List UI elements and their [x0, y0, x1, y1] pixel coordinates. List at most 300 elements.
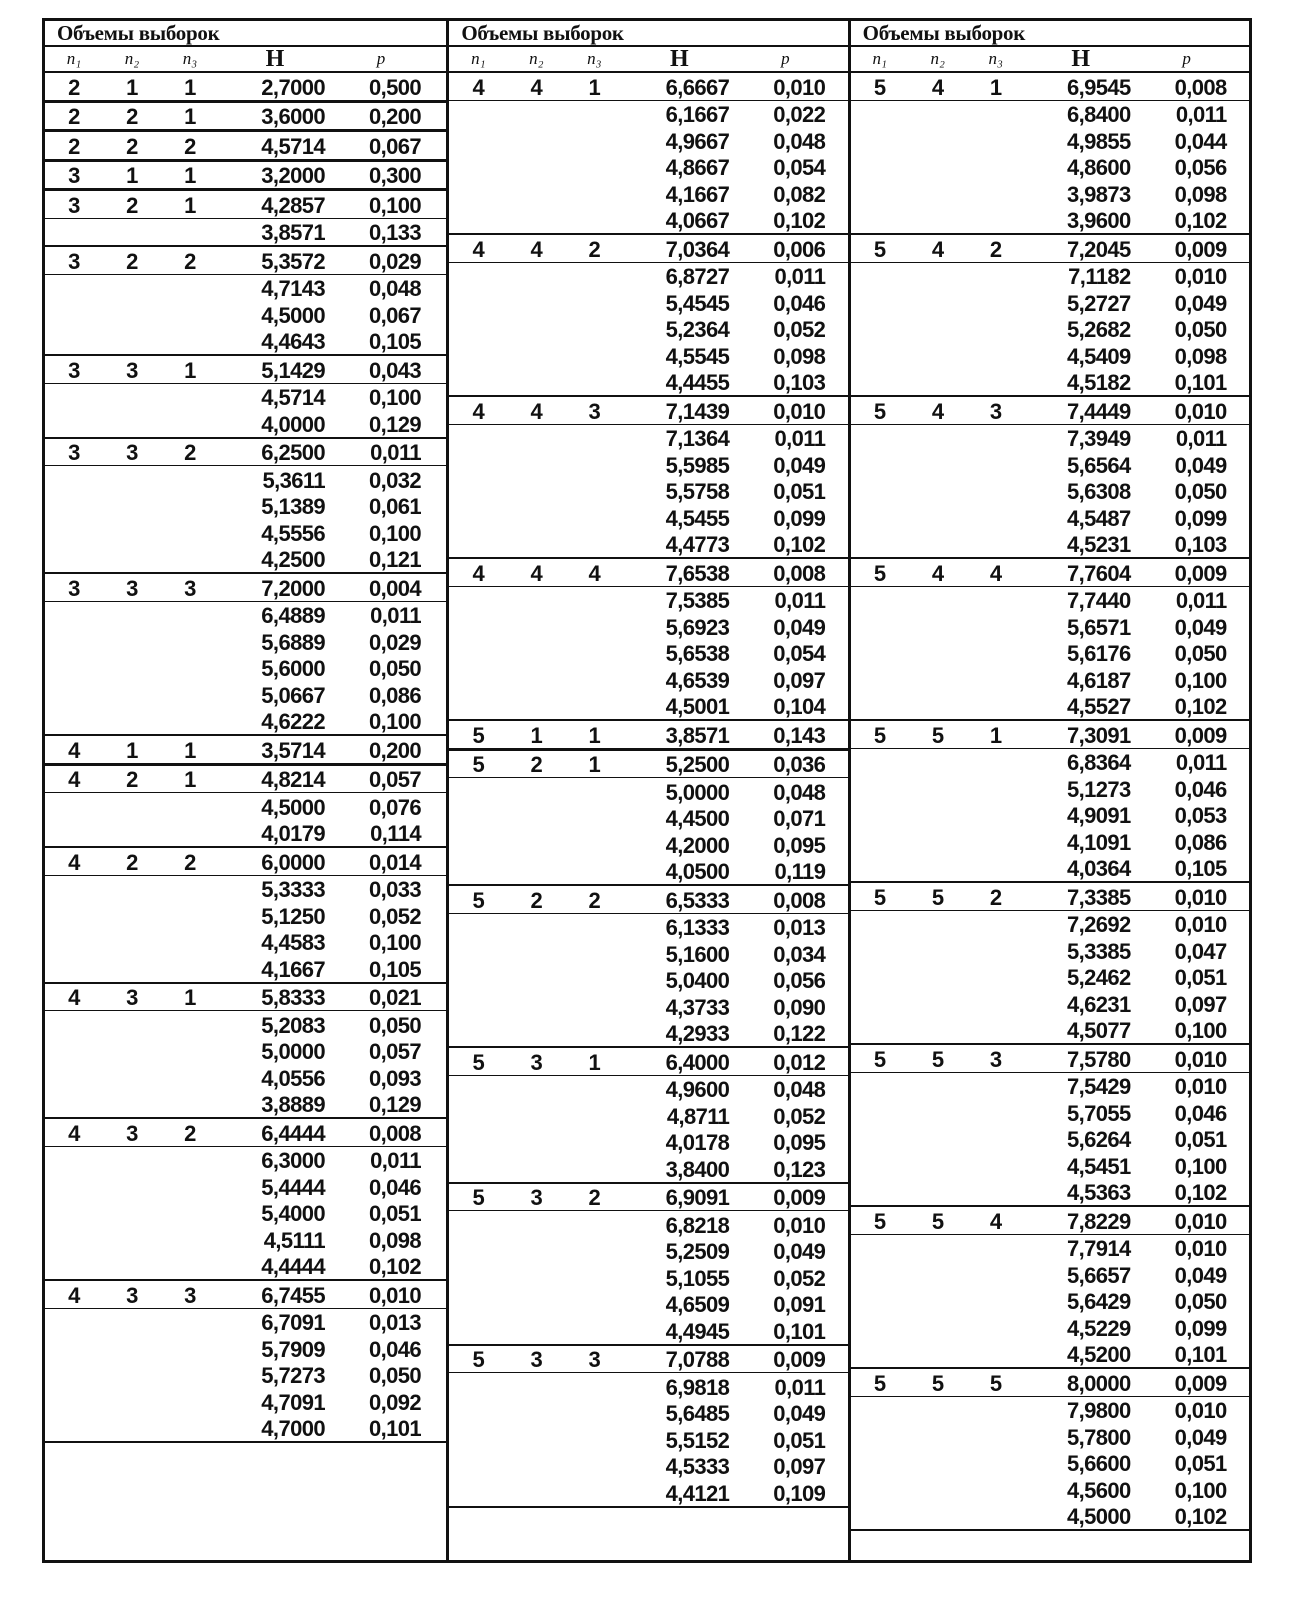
cell-H: 7,1364 — [665, 426, 730, 451]
table-row — [851, 802, 1249, 829]
cell-H: 4,2933 — [665, 1021, 730, 1046]
cell-H: 5,0000 — [665, 779, 730, 805]
table-row — [851, 1314, 1249, 1341]
cell-p: 0,086 — [368, 682, 421, 708]
table-row — [851, 342, 1249, 369]
sample-size-group — [851, 235, 1249, 397]
sample-size-group — [449, 721, 847, 751]
cell-H: 5,5758 — [665, 479, 730, 504]
table-row — [449, 1129, 847, 1156]
cell-n1: 4 — [68, 1120, 80, 1146]
cell-n1: 5 — [873, 560, 886, 586]
cell-H: 5,6176 — [1066, 641, 1131, 666]
cell-H: 5,6889 — [261, 629, 325, 655]
cell-H: 4,5333 — [665, 1454, 730, 1479]
sample-size-group — [45, 1119, 446, 1281]
table-row — [45, 848, 446, 876]
cell-H: 4,5229 — [1066, 1315, 1131, 1341]
sample-size-group — [449, 73, 847, 235]
table-row — [45, 766, 446, 794]
cell-n3: 4 — [989, 1208, 1002, 1234]
cell-H: 4,3733 — [665, 994, 730, 1020]
cell-p: 0,022 — [773, 102, 826, 127]
cell-p: 0,076 — [368, 794, 421, 820]
cell-p: 0,052 — [773, 1103, 826, 1129]
table-row — [851, 1152, 1249, 1179]
cell-p: 0,008 — [773, 887, 826, 913]
cell-p: 0,011 — [774, 426, 826, 451]
cell-H: 6,9818 — [665, 1374, 730, 1400]
sample-size-group — [45, 766, 446, 849]
cell-n3: 5 — [989, 1370, 1002, 1396]
cell-p: 0,103 — [773, 370, 826, 395]
cell-H: 5,1600 — [665, 941, 730, 967]
cell-p: 0,049 — [1174, 1262, 1227, 1288]
table-column-1 — [45, 21, 446, 1560]
cell-H: 7,5429 — [1066, 1074, 1131, 1099]
cell-H: 5,1273 — [1066, 776, 1131, 802]
sample-size-group — [45, 1281, 446, 1443]
sample-size-group — [45, 103, 446, 133]
cell-p: 0,102 — [1174, 694, 1227, 719]
cell-H: 7,2692 — [1066, 912, 1131, 937]
header-n1: n₁ — [66, 49, 82, 68]
cell-n1: 5 — [873, 236, 886, 262]
table-row — [851, 1341, 1249, 1368]
sample-size-group — [45, 984, 446, 1120]
cell-n1: 4 — [68, 1282, 80, 1308]
table-row — [45, 384, 446, 411]
cell-n2: 2 — [126, 248, 138, 274]
cell-n3: 2 — [588, 1185, 601, 1210]
cell-p: 0,098 — [368, 1227, 421, 1253]
cell-p: 0,119 — [774, 859, 826, 884]
cell-H: 4,8214 — [261, 767, 325, 792]
cell-H: 4,6539 — [665, 667, 730, 693]
table-row — [851, 451, 1249, 478]
cell-p: 0,097 — [773, 667, 826, 693]
cell-n1: 5 — [472, 1185, 485, 1210]
table-row — [851, 937, 1249, 964]
cell-p: 0,200 — [368, 737, 421, 763]
table-row — [851, 640, 1249, 667]
cell-H: 7,2045 — [1066, 236, 1131, 262]
cell-n3: 1 — [184, 767, 196, 792]
cell-H: 4,5231 — [1066, 532, 1131, 557]
cell-p: 0,046 — [1174, 776, 1227, 802]
cell-H: 6,1667 — [665, 102, 730, 127]
header-n2: n₂ — [124, 49, 140, 68]
cell-p: 0,101 — [1174, 370, 1227, 395]
table-row — [851, 289, 1249, 316]
cell-H: 5,6600 — [1066, 1451, 1131, 1476]
sample-size-group — [45, 132, 446, 162]
cell-p: 0,046 — [368, 1174, 421, 1200]
table-row — [449, 316, 847, 343]
cell-H: 5,2727 — [1066, 290, 1131, 316]
cell-p: 0,054 — [773, 155, 826, 180]
table-row — [45, 876, 446, 903]
cell-n2: 3 — [126, 575, 138, 601]
cell-H: 5,6264 — [1066, 1127, 1131, 1152]
cell-n3: 1 — [184, 192, 196, 218]
cell-H: 5,6564 — [1066, 452, 1131, 478]
column-body — [45, 73, 446, 1443]
cell-H: 5,6429 — [1066, 1289, 1131, 1314]
cell-H: 7,4449 — [1066, 398, 1131, 424]
cell-n1: 4 — [472, 398, 485, 424]
cell-H: 3,9600 — [1066, 208, 1131, 233]
table-row — [851, 775, 1249, 802]
cell-H: 6,4000 — [665, 1049, 730, 1075]
cell-p: 0,010 — [773, 1212, 826, 1238]
cell-H: 5,2682 — [1066, 317, 1131, 342]
cell-H: 4,5487 — [1066, 505, 1131, 531]
cell-H: 5,1429 — [261, 357, 325, 383]
cell-n1: 4 — [68, 737, 80, 763]
table-row — [449, 289, 847, 316]
sample-size-group — [449, 1048, 847, 1184]
table-row — [45, 410, 446, 437]
table-row — [45, 1200, 446, 1227]
column-header-row — [449, 45, 847, 73]
cell-H: 7,5385 — [665, 588, 730, 613]
cell-p: 0,008 — [773, 560, 826, 586]
cell-H: 4,5527 — [1066, 694, 1131, 719]
cell-p: 0,010 — [1174, 1236, 1227, 1261]
cell-p: 0,010 — [368, 1282, 421, 1308]
table-row — [851, 1179, 1249, 1206]
cell-p: 0,010 — [773, 398, 826, 424]
cell-n2: 1 — [126, 74, 138, 100]
table-row — [449, 778, 847, 805]
cell-H: 5,3611 — [262, 467, 325, 493]
table-row — [45, 73, 446, 101]
table-row — [449, 993, 847, 1020]
cell-n2: 3 — [126, 1282, 138, 1308]
cell-H: 5,0667 — [261, 682, 325, 708]
table-row — [851, 964, 1249, 991]
cell-p: 0,050 — [368, 1012, 421, 1038]
cell-n3: 3 — [588, 398, 601, 424]
cell-H: 3,8571 — [665, 722, 730, 748]
cell-H: 5,2462 — [1066, 965, 1131, 990]
cell-n3: 1 — [588, 722, 601, 748]
cell-H: 7,9800 — [1066, 1398, 1131, 1423]
cell-H: 4,0000 — [261, 411, 325, 437]
table-row — [449, 967, 847, 994]
cell-p: 0,092 — [368, 1389, 421, 1415]
table-row — [45, 628, 446, 655]
cell-n2: 5 — [931, 884, 944, 910]
cell-p: 0,032 — [368, 467, 421, 493]
table-row — [851, 855, 1249, 882]
header-H: H — [265, 46, 285, 72]
table-row — [449, 342, 847, 369]
cell-p: 0,098 — [1174, 343, 1227, 369]
cell-H: 7,0788 — [665, 1347, 730, 1372]
cell-p: 0,100 — [368, 930, 421, 955]
cell-p: 0,061 — [368, 494, 421, 519]
table-row — [851, 1423, 1249, 1450]
table-row — [449, 1317, 847, 1344]
cell-H: 3,9873 — [1066, 181, 1131, 207]
column-body — [449, 73, 847, 1508]
cell-H: 5,8333 — [261, 985, 325, 1010]
cell-p: 0,103 — [1174, 532, 1227, 557]
cell-p: 0,010 — [1174, 884, 1227, 910]
cell-H: 7,1182 — [1068, 264, 1131, 289]
table-row — [449, 369, 847, 396]
cell-H: 6,4444 — [261, 1120, 325, 1146]
cell-p: 0,095 — [773, 832, 826, 858]
sample-size-group — [45, 574, 446, 736]
cell-p: 0,050 — [368, 656, 421, 681]
table-row — [449, 1184, 847, 1212]
table-column-2 — [446, 21, 847, 1560]
cell-p: 0,048 — [773, 1077, 826, 1102]
cell-n3: 4 — [989, 560, 1002, 586]
cell-H: 5,2364 — [665, 317, 730, 342]
cell-H: 5,6308 — [1066, 479, 1131, 504]
cell-p: 0,049 — [773, 1239, 826, 1264]
table-row — [449, 613, 847, 640]
kruskal-wallis-table — [42, 18, 1252, 1563]
cell-n2: 1 — [126, 163, 138, 188]
cell-H: 5,0400 — [665, 968, 730, 993]
cell-H: 5,5985 — [665, 452, 730, 478]
cell-p: 0,050 — [1174, 641, 1227, 666]
cell-H: 4,9667 — [665, 128, 730, 154]
cell-n3: 1 — [184, 104, 196, 129]
table-row — [851, 1397, 1249, 1424]
cell-n3: 1 — [989, 74, 1002, 100]
cell-n3: 3 — [184, 575, 196, 601]
sample-size-group — [851, 1369, 1249, 1531]
table-row — [449, 1426, 847, 1453]
cell-H: 4,5545 — [665, 343, 730, 369]
cell-n3: 1 — [184, 357, 196, 383]
cell-n2: 4 — [931, 236, 944, 262]
cell-H: 6,5333 — [665, 887, 730, 913]
cell-p: 0,067 — [368, 302, 421, 328]
sample-size-group — [45, 736, 446, 766]
table-row — [449, 397, 847, 425]
table-row — [45, 1281, 446, 1309]
cell-n1: 3 — [68, 192, 80, 218]
cell-n1: 2 — [68, 104, 80, 129]
table-row — [45, 1038, 446, 1065]
cell-H: 7,0364 — [665, 236, 730, 262]
table-row — [851, 1099, 1249, 1126]
cell-H: 6,7091 — [261, 1310, 325, 1335]
table-row — [851, 1207, 1249, 1235]
cell-p: 0,105 — [1174, 856, 1227, 881]
table-row — [851, 207, 1249, 234]
table-row — [851, 1503, 1249, 1530]
table-row — [851, 990, 1249, 1017]
cell-H: 4,5000 — [261, 302, 325, 328]
cell-H: 4,5111 — [263, 1227, 325, 1253]
cell-n3: 1 — [989, 722, 1002, 748]
cell-p: 0,050 — [368, 1363, 421, 1388]
table-row — [851, 1017, 1249, 1044]
table-row — [45, 1362, 446, 1389]
cell-p: 0,043 — [368, 357, 421, 383]
cell-p: 0,051 — [1174, 1451, 1227, 1476]
table-row — [449, 1211, 847, 1238]
cell-p: 0,029 — [368, 629, 421, 655]
table-row — [45, 793, 446, 820]
table-row — [851, 127, 1249, 154]
cell-H: 5,6923 — [665, 614, 730, 640]
table-row — [449, 587, 847, 614]
header-p: p — [781, 49, 790, 68]
cell-H: 5,3385 — [1066, 938, 1131, 964]
table-row — [449, 425, 847, 452]
cell-p: 0,049 — [773, 1401, 826, 1426]
cell-H: 4,5077 — [1066, 1018, 1131, 1043]
table-row — [851, 478, 1249, 505]
cell-n2: 2 — [126, 849, 138, 875]
cell-p: 0,200 — [368, 104, 421, 129]
cell-H: 7,7604 — [1066, 560, 1131, 586]
table-row — [45, 519, 446, 546]
header-H: H — [669, 46, 689, 72]
sample-size-group — [45, 356, 446, 439]
header-n3: n₃ — [587, 49, 602, 68]
cell-p: 0,071 — [773, 806, 826, 831]
table-row — [45, 1119, 446, 1147]
cell-p: 0,014 — [368, 849, 421, 875]
cell-H: 4,2857 — [261, 192, 325, 218]
cell-p: 0,100 — [368, 385, 421, 410]
cell-p: 0,102 — [773, 532, 826, 557]
cell-H: 8,0000 — [1066, 1370, 1131, 1396]
table-row — [449, 101, 847, 128]
cell-H: 4,8600 — [1066, 155, 1131, 180]
cell-H: 4,5714 — [261, 385, 325, 410]
cell-p: 0,010 — [1174, 1046, 1227, 1072]
cell-p: 0,100 — [368, 520, 421, 546]
sample-size-group — [449, 751, 847, 887]
cell-n2: 2 — [126, 192, 138, 218]
cell-n2: 2 — [126, 133, 138, 159]
table-row — [449, 451, 847, 478]
table-row — [851, 828, 1249, 855]
cell-H: 5,7273 — [261, 1363, 325, 1388]
column-header-row — [45, 45, 446, 73]
cell-H: 7,8229 — [1066, 1208, 1131, 1234]
cell-n3: 1 — [184, 163, 196, 188]
cell-n2: 3 — [126, 985, 138, 1010]
cell-n3: 1 — [588, 1049, 601, 1075]
cell-H: 4,6187 — [1066, 667, 1131, 693]
cell-H: 3,8889 — [261, 1092, 325, 1117]
header-n3: n₃ — [988, 49, 1003, 68]
table-row — [45, 984, 446, 1012]
cell-H: 2,7000 — [261, 74, 325, 100]
cell-p: 0,102 — [1174, 208, 1227, 233]
cell-p: 0,098 — [773, 343, 826, 369]
cell-p: 0,067 — [368, 133, 421, 159]
cell-p: 0,009 — [1174, 560, 1227, 586]
table-row — [449, 207, 847, 234]
cell-H: 5,0000 — [261, 1039, 325, 1064]
table-row — [45, 929, 446, 956]
table-row — [45, 191, 446, 219]
cell-p: 0,010 — [1174, 1398, 1227, 1423]
table-row — [449, 1479, 847, 1506]
table-row — [851, 1476, 1249, 1503]
cell-H: 4,7091 — [261, 1389, 325, 1415]
cell-p: 0,121 — [368, 547, 421, 572]
cell-p: 0,129 — [368, 411, 421, 437]
table-row — [449, 1346, 847, 1374]
table-row — [45, 1173, 446, 1200]
cell-H: 4,1091 — [1066, 829, 1131, 855]
table-row — [851, 73, 1249, 101]
cell-H: 5,6657 — [1066, 1262, 1131, 1288]
cell-p: 0,049 — [773, 452, 826, 478]
cell-H: 3,8571 — [261, 220, 325, 245]
table-row — [449, 666, 847, 693]
table-row — [45, 328, 446, 355]
cell-n1: 3 — [68, 357, 80, 383]
column-title: Объемы выборок — [862, 21, 1026, 45]
cell-H: 4,4773 — [665, 532, 730, 557]
cell-p: 0,100 — [1174, 1477, 1227, 1503]
cell-p: 0,029 — [368, 248, 421, 274]
cell-p: 0,049 — [1174, 452, 1227, 478]
cell-p: 0,097 — [773, 1454, 826, 1479]
cell-p: 0,090 — [773, 994, 826, 1020]
cell-n1: 5 — [472, 1049, 485, 1075]
cell-H: 4,0500 — [665, 859, 730, 884]
cell-n2: 4 — [931, 74, 944, 100]
table-row — [45, 655, 446, 682]
table-row — [449, 263, 847, 290]
table-row — [45, 1388, 446, 1415]
table-row — [449, 1102, 847, 1129]
cell-H: 4,5409 — [1066, 343, 1131, 369]
cell-H: 6,8400 — [1066, 102, 1131, 127]
cell-p: 0,056 — [1174, 155, 1227, 180]
cell-H: 4,9600 — [665, 1077, 730, 1102]
cell-n3: 1 — [184, 74, 196, 100]
cell-n2: 1 — [126, 737, 138, 763]
table-row — [851, 587, 1249, 614]
cell-p: 0,012 — [773, 1049, 826, 1075]
cell-p: 0,051 — [1174, 965, 1227, 990]
cell-p: 0,099 — [1174, 505, 1227, 531]
table-row — [449, 235, 847, 263]
cell-p: 0,009 — [773, 1347, 826, 1372]
cell-p: 0,129 — [368, 1092, 421, 1117]
table-row — [851, 1126, 1249, 1153]
table-row — [851, 1261, 1249, 1288]
cell-p: 0,008 — [368, 1120, 421, 1146]
cell-p: 0,102 — [1174, 1180, 1227, 1205]
table-row — [45, 1415, 446, 1442]
cell-n2: 4 — [530, 398, 543, 424]
cell-H: 6,7455 — [261, 1282, 325, 1308]
cell-H: 4,5455 — [665, 505, 730, 531]
cell-H: 4,9091 — [1066, 803, 1131, 828]
cell-p: 0,052 — [368, 903, 421, 929]
table-row — [45, 1335, 446, 1362]
cell-p: 0,009 — [1174, 1370, 1227, 1396]
